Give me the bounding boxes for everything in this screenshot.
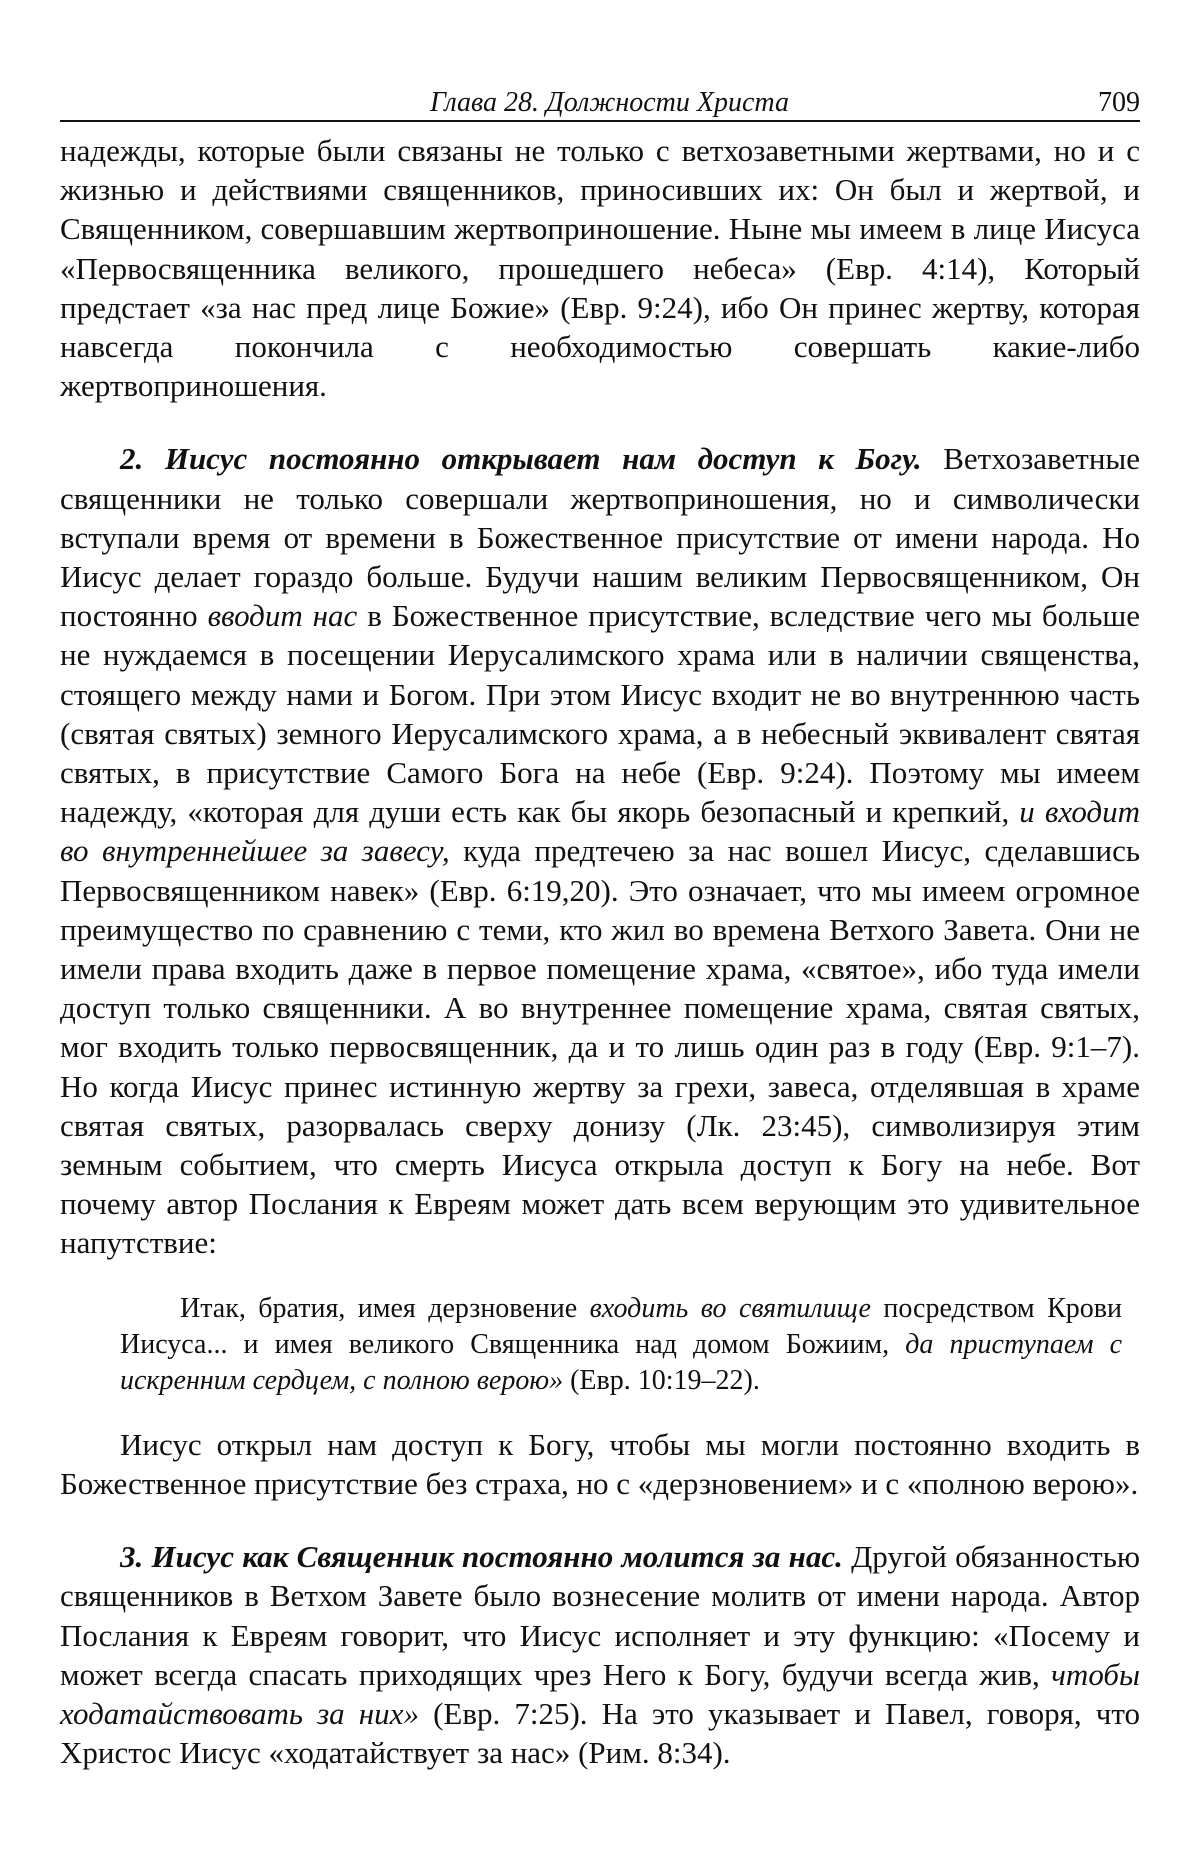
scripture-block-quote <box>120 1291 1122 1399</box>
quote-text: посредством Крови Иисуса... и имея великого Священника над домом Божиим, <box>120 1292 1122 1360</box>
section-2-text: Ветхозаветные священники не только совершали жертвоприношения, но и символически вступали время от времени в Божественное присутствие от имени народа. Но Иисус делает гораздо больше. Будучи нашим великим Первосвященником, Он постоянно <box>60 441 1140 634</box>
section-2-emphasis: и входит во внутреннейшее за завесу, <box>60 794 1140 869</box>
quote-emphasis: да приступаем с искренним сердцем, с полною верою» <box>120 1328 1123 1396</box>
section-2-emphasis: вводит нас <box>207 598 358 634</box>
quote-reference: (Евр. 10:19–22). <box>563 1364 760 1396</box>
paragraph-continuation: надежды, которые были связаны не только с ветхозаветными жертвами, но и с жизнью и действиями священников, приносивших их: Он был и жертвой, и Священником, совершавшим жертвоприношение. Ныне мы имеем в лице Иисуса «Первосвященника великого, прошедшего небеса» (Евр. 4:14), Который предстает «за нас пред лице Божие» (Евр. 9:24), ибо Он принес жертву, которая навсегда покончила с необходимостью совершать какие-либо жертвоприношения. <box>60 133 1140 404</box>
paragraph-after-quote: Иисус открыл нам доступ к Богу, чтобы мы могли постоянно входить в Божественное присутствие без страха, но с «дерзновением» и с «полною верою». <box>60 1426 1140 1501</box>
section-2-heading: 2. Иисус постоянно открывает нам доступ к Богу. <box>120 441 922 477</box>
section-3-heading: 3. Иисус как Священник постоянно молится за нас. <box>120 1539 843 1575</box>
section-3-text: (Евр. 7:25). На это указывает и Павел, говоря, что Христос Иисус «ходатайствует за нас» (Рим. 8:34). <box>60 1695 1140 1771</box>
quote-emphasis: входить во святилище <box>589 1292 871 1324</box>
section-3-text: Другой обязанностью священников в Ветхом Завете было вознесение молитв от имени народа. Автор Послания к Евреям говорит, что Иисус исполняет и эту функцию: «Посему и может всегда спасать приходящих чрез Него к Богу, будучи всегда жив, <box>60 1539 1140 1692</box>
section-3-emphasis: чтобы ходатайствовать за них» <box>60 1656 1140 1731</box>
quote-text: Итак, братия, имея дерзновение <box>180 1292 590 1324</box>
section-2-text: в Божественное присутствие, вследствие чего мы больше не нуждаемся в посещении Иерусалимского храма или в наличии священства, стоящего между нами и Богом. При этом Иисус входит не во внутреннюю часть (святая святых) земного Иерусалимского храма, а в небесный эквивалент святая святых, в присутствие Самого Бога на небе (Евр. 9:24). Поэтому мы имеем надежду, «которая для души есть как бы якорь безопасный и крепкий, <box>60 598 1140 830</box>
book-page <box>60 82 1140 1772</box>
running-header <box>60 82 1140 122</box>
section-2-paragraph <box>60 439 1140 1262</box>
page-number: 709 <box>1098 87 1140 118</box>
section-2-text: куда предтечею за нас вошел Иисус, сделавшись Первосвященником навек» (Евр. 6:19,20). Это означает, что мы имеем огромное преимущество по сравнению с теми, кто жил во времена Ветхого Завета. Они не имели права входить даже в первое помещение храма, «святое», ибо туда имели доступ только священники. А во внутреннее помещение храма, святая святых, мог входить только первосвященник, да и то лишь один раз в году (Евр. 9:1–7). Но когда Иисус принес истинную жертву за грехи, завеса, отделявшая в храме святая святых, разорвалась сверху донизу (Лк. 23:45), символизируя этим земным событием, что смерть Иисуса открыла доступ к Богу на небе. Вот почему автор Послания к Евреям может дать всем верующим это удивительное напутствие: <box>60 833 1141 1261</box>
section-3-paragraph <box>60 1537 1140 1772</box>
chapter-running-title: Глава 28. Должности Христа <box>430 87 789 118</box>
